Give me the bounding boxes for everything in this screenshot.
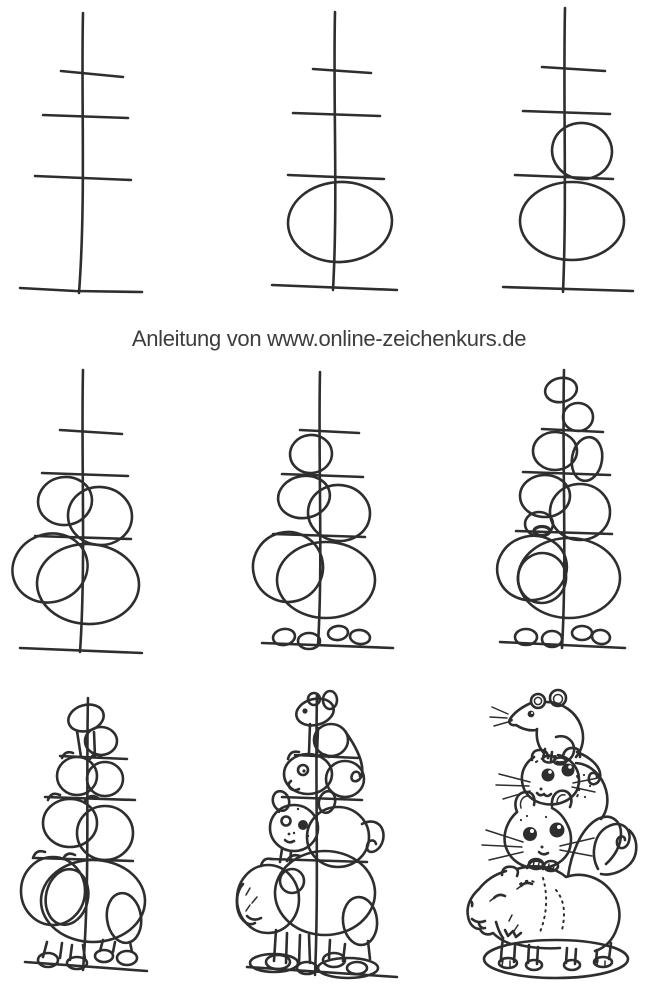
chinchilla-sketch [270, 789, 383, 867]
step-5-drawing [245, 372, 393, 649]
step-3-drawing [503, 8, 633, 292]
caption-text: Anleitung von www.online-zeichenkurs.de [131, 326, 527, 351]
step-1-drawing [20, 13, 142, 293]
step-8-drawing [237, 691, 397, 978]
step-9-drawing [468, 690, 637, 978]
capybara-drawing [468, 861, 620, 970]
step-7-drawing [21, 698, 147, 971]
step-6-drawing [490, 370, 625, 648]
step-4-drawing [3, 370, 142, 653]
step-2-drawing [272, 12, 397, 290]
mouse-sketch [293, 691, 362, 781]
